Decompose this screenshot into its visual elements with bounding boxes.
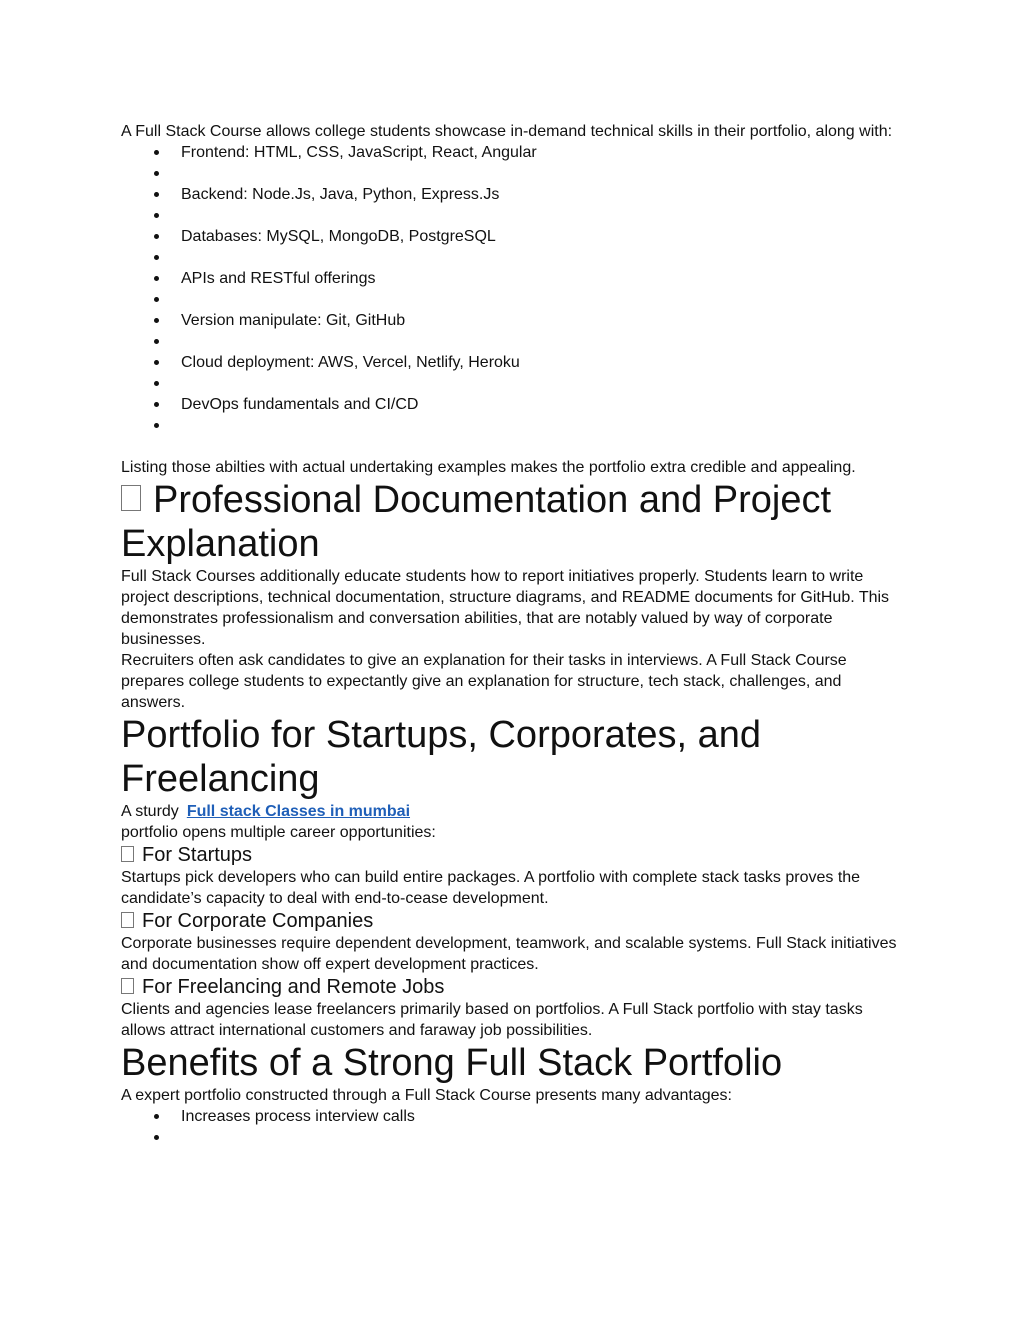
freelance-paragraph: Clients and agencies lease freelancers primarily based on portfolios. A Full Stack portfolio with stay tasks allows attract international customers and faraway job possibilities.	[121, 1001, 863, 1039]
list-item	[121, 247, 901, 268]
list-item: Cloud deployment: AWS, Vercel, Netlify, Heroku	[121, 352, 901, 373]
portfolio-lead	[121, 801, 901, 822]
freelance-subheading: For Freelancing and Remote Jobs	[121, 975, 901, 999]
list-item: Databases: MySQL, MongoDB, PostgreSQL	[121, 226, 901, 247]
list-item	[121, 205, 901, 226]
list-item	[121, 331, 901, 352]
missing-glyph-icon	[121, 978, 134, 994]
list-item: Version manipulate: Git, GitHub	[121, 310, 901, 331]
list-item	[121, 163, 901, 184]
list-item: Frontend: HTML, CSS, JavaScript, React, Angular	[121, 142, 901, 163]
docs-heading: Professional Documentation and Project Explanation	[121, 479, 832, 565]
portfolio-lead-suffix: portfolio opens multiple career opportunities:	[121, 824, 436, 841]
missing-glyph-icon	[121, 485, 141, 511]
portfolio-heading: Portfolio for Startups, Corporates, and Freelancing	[121, 714, 761, 800]
missing-glyph-icon	[121, 912, 134, 928]
list-item	[121, 1127, 901, 1148]
benefits-heading: Benefits of a Strong Full Stack Portfolio	[121, 1042, 783, 1084]
docs-paragraph-1: Full Stack Courses additionally educate students how to report initiatives properly. Students learn to write project descriptions, technical documentation, structure diagrams, and README documents for GitHub. This demonstrates professionalism and conversation abilities, that are notably valued by way of corporate businesses.	[121, 568, 890, 648]
benefits-list	[121, 1106, 901, 1148]
list-item: Backend: Node.Js, Java, Python, Express.Js	[121, 184, 901, 205]
startups-subheading: For Startups	[121, 843, 901, 867]
list-item	[121, 289, 901, 310]
corporate-paragraph: Corporate businesses require dependent development, teamwork, and scalable systems. Full Stack initiatives and documentation show off expert development practices.	[121, 935, 897, 973]
list-item: DevOps fundamentals and CI/CD	[121, 394, 901, 415]
list-item: APIs and RESTful offerings	[121, 268, 901, 289]
missing-glyph-icon	[121, 846, 134, 862]
docs-paragraph-2: Recruiters often ask candidates to give an explanation for their tasks in interviews. A Full Stack Course prepares college students to expectantly give an explanation for structure, tech stack, challenges, and answers.	[121, 652, 847, 711]
list-item: Increases process interview calls	[121, 1106, 901, 1127]
full-stack-classes-link[interactable]: Full stack Classes in mumbai	[186, 803, 411, 820]
spacer	[121, 436, 901, 457]
lead-prefix: A sturdy	[121, 803, 179, 820]
listing-paragraph: Listing those abilties with actual undertaking examples makes the portfolio extra credible and appealing.	[121, 459, 856, 476]
skills-list	[121, 142, 901, 436]
startups-paragraph: Startups pick developers who can build entire packages. A portfolio with complete stack tasks proves the candidate’s capacity to deal with end-to-cease development.	[121, 869, 861, 907]
list-item	[121, 373, 901, 394]
list-item	[121, 415, 901, 436]
intro-paragraph: A Full Stack Course allows college students showcase in-demand technical skills in their portfolio, along with:	[121, 123, 893, 140]
corporate-subheading: For Corporate Companies	[121, 909, 901, 933]
document-page	[121, 121, 901, 1148]
benefits-lead: A expert portfolio constructed through a Full Stack Course presents many advantages:	[121, 1087, 732, 1104]
